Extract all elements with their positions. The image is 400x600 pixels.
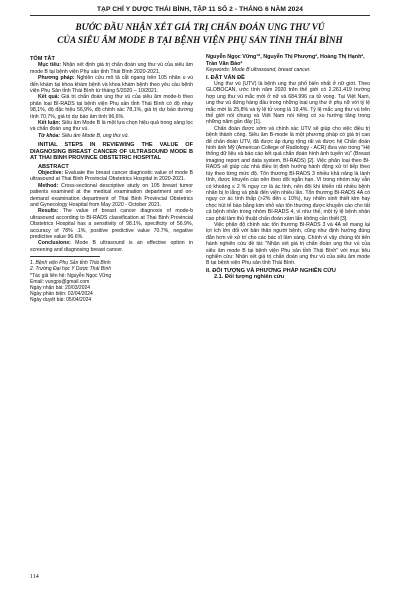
header-rule	[30, 15, 370, 16]
section-2-heading: II. ĐỐI TƯỢNG VÀ PHƯƠNG PHÁP NGHIÊN CỨU	[206, 267, 336, 274]
results: Results: The value of breast cancer diagnosis of mode-b ultrasound according to BI-RADS classification at Thai Binh Provincial Obstetrics Hospital has a sensitivity of 98.1%, specificity of 56.9%, accuracy of 78% .1%, positive predictive value 70.7%, negative predictive value 96.6%.	[30, 208, 193, 240]
journal-header: TẠP CHÍ Y DƯỢC THÁI BÌNH, TẬP 11 SỐ 2 - THÁNG 6 NĂM 2024	[96, 6, 303, 13]
page-number: 114	[30, 574, 39, 580]
english-title: INITIAL STEPS IN REVIEWING THE VALUE OF DIAGNOSING BREAST CANCER OF ULTRASOUND MODE B AT THAI BINH PROVINCE OBSTETRIC HOSPITAL	[30, 142, 193, 162]
objective: Objective: Evaluate the breast cancer diagnostic value of mode B ultrasound at Thai Binh Provincial Obstetrics Hospital in 2020-2021.	[30, 169, 193, 183]
section-2-1-heading: 2.1. Đối tượng nghiên cứu	[214, 274, 285, 281]
footnote-corresponding: *Tác giả liên hệ: Nguyễn Ngọc Vững	[30, 272, 112, 279]
section-1-heading: I. ĐẶT VẤN ĐỀ	[206, 74, 245, 81]
footnote-accepted: Ngày duyệt bài: 05/04/2024	[30, 297, 92, 304]
phuong-phap: Phương pháp: Nghiên cứu mô tả cắt ngang trên 105 nhân u vú đến khám tại khoa khám bệnh và khoa khám bệnh theo yêu cầu bệnh viện Phụ Sản tỉnh Thái Bình từ tháng 5/2020 – 10/2021.	[30, 75, 193, 95]
authors: Nguyễn Ngọc Vững¹*, Nguyễn Thị Phượng², Hoàng Thị Hạnh², Trần Văn Bảo²	[206, 54, 365, 67]
keywords-en: Keywords: Mode B ultrasound, breast cancer.	[206, 67, 311, 74]
footnote-affil-1: 1. Bệnh viện Phụ Sản tỉnh Thái Bình	[30, 260, 111, 267]
title-line-2: CỦA SIÊU ÂM MODE B TẠI BỆNH VIỆN PHỤ SẢN TỈNH THÁI BÌNH	[57, 35, 343, 45]
muc-tieu: Mục tiêu: Nhận xét định giá trị chẩn đoán ung thư vú của siêu âm mode B tại bệnh viện Phụ sản tỉnh Thái Bình 2020-2021.	[30, 62, 193, 75]
method: Method: Cross-sectional descriptive study on 105 breast tumor patients examined at the medical examination department and on-demand examination department of Thai Binh Provincial Obstetrics and Gynecology Hospital from May 2020 - October 2021.	[30, 182, 193, 208]
footnote-reviewed: Ngày phản biện: 02/04/2024	[30, 291, 93, 298]
footnote-received: Ngày nhận bài: 20/03/2024	[30, 285, 91, 291]
left-column	[30, 56, 193, 304]
footnote-email: Email: vungps@gmail.com	[30, 278, 90, 285]
footnote-affil-2: 2. Trường Đại học Y Dược Thái Bình	[30, 266, 112, 273]
tu-khoa: Từ khóa: Siêu âm Mode B, ung thư vú.	[38, 132, 129, 139]
intro-paragraph-1: Ung thư vú (UTV) là bệnh ung thư phổ biến nhất ở nữ giới. Theo GLOBOCAN, ước tính năm 2020 trên thế giới có 2.261.419 trường hợp ung thư vú mắc mới ở nữ và 684.996 ca tử vong. Tại Việt Nam, ung thư vú đứng hàng đầu trong những loại ung thư ở phụ nữ với tỷ lệ mắc mới là 25,8% và tỷ lệ tử vong là 19,4%. Tỷ lệ mắc ung thư vú trên thế giới nói chung và Việt Nam nói riêng có xu hướng tăng trong những năm gần đây [1].	[206, 81, 370, 126]
footnote-rule	[30, 256, 100, 257]
tomtat-heading: TÓM TẮT	[30, 56, 55, 62]
conclusions: Conclusions: Mode B ultrasound is an effective option in screening and diagnosing breast cancer.	[30, 240, 193, 253]
intro-paragraph-2: Chẩn đoán được sớm và chính xác UTV sẽ giúp cho việc điều trị bệnh thành công. Siêu âm B-mode là một phương pháp có giá trị cao để chẩn đoán UTV, đã được áp dụng rộng rãi và được hệ Chẩn đoán hình ảnh Mỹ (American College of Radiology - ACR) đưa vào trong "Hệ thống dữ liệu và báo cáo kết quả chẩn đoán hình ảnh tuyến vú" (Breast imaging report and data system, BI-RADS) [2]. Việc phân loại theo BI-RADS sẽ giúp các nhà điều trị định hướng hành động xử trí tiếp theo tùy theo từng mức độ. Tổn thương BI-RADS 3 nhiều khả năng là lành tính, được khuyến cáo nên theo dõi ngắn hạn. Vì trong nhóm này vẫn có khoảng ≤ 2 % nguy cơ là ác tính, nên đôi khi khiến rất nhiều bệnh nhân bị lo lắng và phải đến viện nhiều lần. Tổn thương BI-RADS 4A có nguy cơ ác tính thấp (>2% đến ≤ 10%), tuy nhiên sinh thiết kim hay chọc hút tế bào bằng kim nhỏ vào tổn thương được khuyến cáo cho tất cả bệnh nhân trong nhóm BI-RADS 4, vì như thế, một tỷ lệ bệnh nhân cao phải làm thủ thuật chẩn đoán xâm lấn không cần thiết [3].	[206, 125, 370, 222]
abstract-heading: ABSTRACT	[38, 163, 69, 170]
title-line-1: BƯỚC ĐẦU NHẬN XÉT GIÁ TRỊ CHẨN ĐOÁN UNG THƯ VÚ	[75, 22, 325, 32]
ket-qua: Kết quả: Giá trị chẩn đoán ung thư vú của siêu âm mode-b theo phân loại BI-RADS tại bệnh viện Phụ sản tỉnh Thái Bình có độ nhạy 98,1%, độ đặc hiệu 56,9%, độ chính xác 78,1%, giá trị dự báo dương tính 70,7%, giá trị dự báo âm tính 96,6%.	[30, 94, 193, 120]
ket-luan: Kết luận: Siêu âm Mode B là một lựa chọn hiệu quả trong sàng lọc và chẩn đoán ung thư vú.	[30, 120, 193, 133]
right-column	[206, 54, 370, 281]
intro-paragraph-3: Việc phân độ chính xác tổn thương BI-RADS 3 và 4A sẽ mang lại lợi ích lớn đối với bản thân người bệnh, cũng như định hướng đúng đắn hơn về xử trí cho các bác sĩ lâm sàng. Chính vì vậy chúng tôi tiến hành nghiên cứu đề tài: "Nhận xét giá trị chẩn đoán ung thư vú của siêu âm mode B tại bệnh viện Phụ sản tỉnh Thái Bình" với mục tiêu nghiên cứu: Nhận xét giá trị chẩn đoán ung thư vú của siêu âm mode B tại bệnh viện Phụ sản tỉnh Thái Bình.	[206, 221, 370, 267]
